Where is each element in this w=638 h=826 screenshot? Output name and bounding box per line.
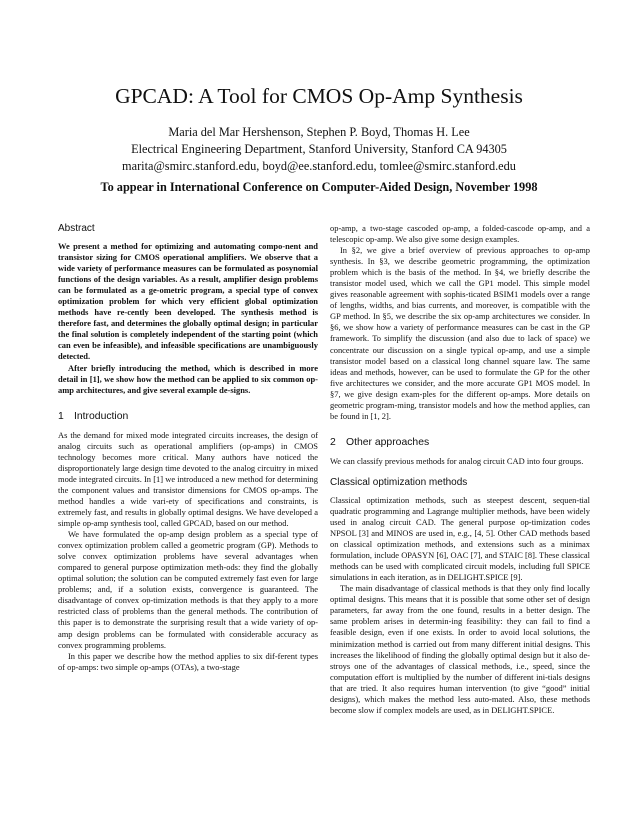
left-column [58,223,318,673]
right-column [330,223,590,716]
abstract-section [58,223,318,396]
section-title: Introduction [74,410,129,422]
section-title: Other approaches [346,436,430,448]
body-paragraph: op-amp, a two-stage cascoded op-amp, a folded-cascode op-amp, and a telescopic op-amp. We also give some design examples. [330,223,590,245]
abstract-paragraph: After briefly introducing the method, which is described in more detail in [1], we show how the method can be applied to six common op-amp architectures, and give several example de-signs. [58,362,318,395]
author-block [0,124,638,175]
section-number: 2 [330,436,336,448]
body-paragraph: Classical optimization methods, such as steepest descent, sequen-tial quadratic programming and Lagrange multiplier methods, have been widely used in analog circuit CAD. The general purpose op-timization codes NPSOL [3] and MINOS are used in, e.g., [4, 5]. Other CAD methods based on classical optimization methods, and extensions such as a minimax formulation, include OPASYN [6], OAC [7], and STAIC [8]. These classical methods can be used with complicated circuit models, including full SPICE simulations in each iteration, as in DELIGHT.SPICE [9]. [330,494,590,583]
body-paragraph: We have formulated the op-amp design problem as a special type of convex optimization problem called a geometric program (GP). Methods to solve convex optimization problems have several advantages when compared to general purpose optimization meth-ods: they find the globally optimal solution; the solution can be computed extremely fast even for large problems; and, if a solution exists, convergence is guaranteed. The disadvantage of convex op-timization methods is that they apply to a more restricted class of problems than the general methods. The contribution of this paper is to demonstrate the surprising result that a wide variety of op-amp design problems can be formulated with considerable accuracy as convex programming problems. [58,529,318,650]
affiliation: Electrical Engineering Department, Stanford University, Stanford CA 94305 [131,142,507,156]
abstract-paragraph: We present a method for optimizing and automating compo-nent and transistor sizing for CMOS operational amplifiers. We observe that a wide variety of performance measures can be formulated as posynomial functions of the design variables. As a result, amplifier design problems can be formulated as a ge-ometric program, a special type of convex optimization problem for which very efficient global optimization methods have re-cently been developed. The synthesis method is therefore fast, and determines the globally optimal design; in particular the final solution is completely independent of the starting point (which can even be infeasible), and infeasible specifications are unambiguously detected. [58,241,318,362]
author-emails: marita@smirc.stanford.edu, boyd@ee.stanford.edu, tomlee@smirc.stanford.edu [122,159,516,173]
section-heading-introduction [58,410,318,423]
body-paragraph: As the demand for mixed mode integrated circuits increases, the design of analog circuits such as operational amplifiers (op-amps) in CMOS technology becomes more critical. Many authors have noticed the disproportionately large design time devoted to the analog circuitry in mixed mode integrated circuits. In [1] we introduced a new method for determining the component values and transistor dimensions for CMOS op-amps. The method handles a wide vari-ety of specifications and constraints, is extremely fast, and results in globally optimal designs. We have developed a simple op-amp synthesis tool, called GPCAD, based on our method. [58,429,318,529]
body-paragraph: The main disadvantage of classical methods is that they only find locally optimal designs. This means that it is possible that some other set of design parameters, far away from the one found, results in a better design. The same problem arises in determin-ing feasibility: they can fail to find a feasible design, even if one exists. In order to avoid local solutions, the minimization method is carried out from many different initial designs. This increases the likelihood of finding the globally optimal design but it also de-stroys one of the advantages of classical methods, i.e., speed, since the computation effort is multiplied by the number of different ini-tials designs that are tried. It also requires human intervention (to give “good” initial designs), which makes the method less auto-mated. Also, these methods become slow if complex models are used, as in DELIGHT.SPICE. [330,583,590,715]
author-names: Maria del Mar Hershenson, Stephen P. Boyd, Thomas H. Lee [168,125,470,139]
abstract-heading: Abstract [58,223,95,234]
conference-note: To appear in International Conference on Computer-Aided Design, November 1998 [100,180,538,194]
section-number: 1 [58,410,64,422]
body-paragraph: In this paper we describe how the method applies to six dif-ferent types of op-amps: two simple op-amps (OTAs), a two-stage [58,650,318,672]
paper-title: GPCAD: A Tool for CMOS Op-Amp Synthesis [115,84,523,108]
subsection-heading-classical: Classical optimization methods [330,476,468,488]
body-paragraph: We can classify previous methods for analog circuit CAD into four groups. [330,455,584,466]
body-paragraph: In §2, we give a brief overview of previous approaches to op-amp synthesis. In §3, we describe geometric programming, the optimization problem which is the basis of the method. In §4, we briefly describe the transistor model used, which we call the GP1 model. This simple model gives reasonable agreement with sophis-ticated BSIM1 models over a range of lengths, widths, and bias currents, and moreover, is compatible with the GP method. In §5, we describe the six op-amp architectures we consider. In §6, we show how a variety of performance measures can be cast in the GP framework. To simplify the discussion (and also due to lack of space) we concentrate our discussion on a single typical op-amp, and use a simple transistor model based on a classical long channel square law. The same ideas and methods, however, can be used to formulate the GP for the other five architectures we consider, and the more accurate GP1 MOS model. In §7, we give design exam-ples for the different op-amps. More details on geometric program-ming, transistor models and how the method applies, can be found in [1, 2]. [330,245,590,421]
section-heading-other-approaches [330,436,590,449]
